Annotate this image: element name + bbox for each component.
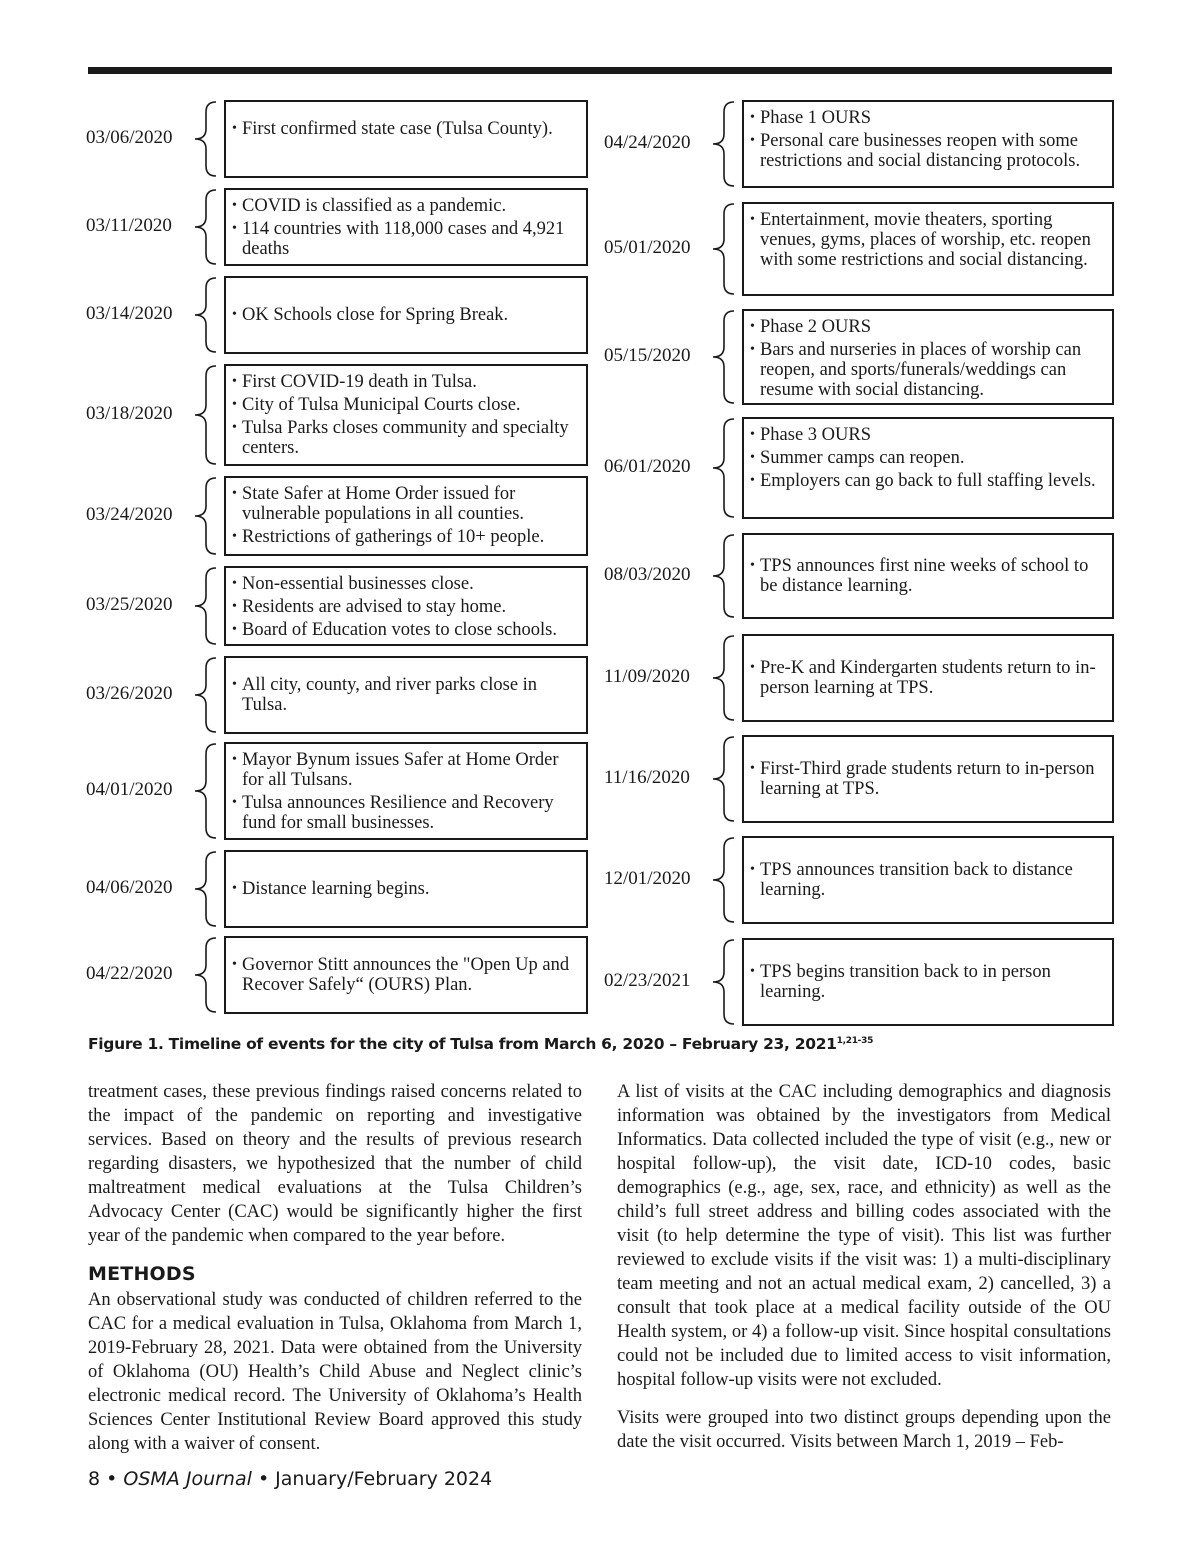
- body-paragraph: An observational study was conducted of children referred to the CAC for a medical evaluation in Tulsa, Oklahoma from March 1, 2019-February 28, 2021. Data were obtained from the University of Oklahoma (OU) Health’s Child Abuse and Neglect clinic’s electronic medical record. The University of Oklahoma’s Health Sciences Center Institutional Review Board approved this study along with a waiver of consent.: [88, 1290, 582, 1454]
- event-item: • Residents are advised to stay home.: [234, 597, 576, 617]
- brace-icon: [710, 735, 736, 828]
- event-box: [742, 417, 1114, 519]
- event-item: • All city, county, and river parks close in Tulsa.: [234, 675, 576, 715]
- event-box: [742, 735, 1114, 823]
- event-box: [742, 938, 1114, 1026]
- event-item: • Personal care businesses reopen with some restrictions and social distancing protocols.: [752, 131, 1102, 171]
- event-date: 03/14/2020: [86, 303, 173, 324]
- event-date: 03/25/2020: [86, 594, 173, 615]
- event-item: • Pre-K and Kindergarten students return to in-person learning at TPS.: [752, 658, 1102, 698]
- event-item: • Governor Stitt announces the "Open Up and Recover Safely“ (OURS) Plan.: [234, 955, 576, 995]
- event-item: • Phase 1 OURS: [752, 108, 1102, 128]
- event-item: • COVID is classified as a pandemic.: [234, 196, 576, 216]
- event-item: • Phase 2 OURS: [752, 317, 1102, 337]
- event-box: [742, 202, 1114, 296]
- event-item: • TPS begins transition back to in person learning.: [752, 962, 1102, 1002]
- event-box: [224, 742, 588, 840]
- event-date: 04/22/2020: [86, 963, 173, 984]
- event-box: [224, 850, 588, 928]
- event-box: [742, 836, 1114, 924]
- event-date: 03/18/2020: [86, 403, 173, 424]
- brace-icon: [710, 202, 736, 301]
- event-box: [224, 188, 588, 266]
- body-paragraph: treatment cases, these previous findings raised concerns related to the impact of the pandemic on reporting and investigative services. Based on theory and the results of previous research regarding disasters, we hypothesized that the number of child maltreatment medical evaluations at the Tulsa Children’s Advocacy Center (CAC) would be significantly higher the first year of the pandemic when compared to the year before.: [88, 1082, 582, 1246]
- event-item: • Entertainment, movie theaters, sporting venues, gyms, places of worship, etc. reopen with some restrictions and social distancing.: [752, 210, 1102, 270]
- top-rule: [88, 67, 1112, 74]
- event-item: • Mayor Bynum issues Safer at Home Order for all Tulsans.: [234, 750, 576, 790]
- figure-caption: [88, 1035, 1108, 1053]
- event-date: 05/15/2020: [604, 345, 691, 366]
- brace-icon: [710, 938, 736, 1031]
- brace-icon: [192, 276, 218, 359]
- event-date: 03/06/2020: [86, 127, 173, 148]
- event-date: 04/06/2020: [86, 877, 173, 898]
- event-item: • State Safer at Home Order issued for vulnerable populations in all counties.: [234, 484, 576, 524]
- event-box: [224, 100, 588, 178]
- brace-icon: [710, 100, 736, 193]
- caption-text: Figure 1. Timeline of events for the city of Tulsa from March 6, 2020 – February 23, 2021: [88, 1035, 837, 1053]
- event-box: [742, 100, 1114, 188]
- page-number: 8 •: [88, 1468, 118, 1490]
- event-box: [224, 364, 588, 466]
- event-item: • City of Tulsa Municipal Courts close.: [234, 395, 576, 415]
- event-item: • OK Schools close for Spring Break.: [234, 305, 576, 325]
- issue-date: • January/February 2024: [257, 1468, 493, 1490]
- brace-icon: [192, 742, 218, 845]
- event-box: [742, 309, 1114, 405]
- event-box: [224, 936, 588, 1014]
- page-footer: [88, 1468, 492, 1490]
- event-item: • TPS announces transition back to distance learning.: [752, 860, 1102, 900]
- event-date: 11/16/2020: [604, 767, 690, 788]
- event-item: • Phase 3 OURS: [752, 425, 1102, 445]
- event-item: • Bars and nurseries in places of worship can reopen, and sports/funerals/weddings can resume with social distancing.: [752, 340, 1102, 400]
- event-box: [224, 276, 588, 354]
- event-item: • Restrictions of gatherings of 10+ people.: [234, 527, 576, 547]
- brace-icon: [192, 936, 218, 1019]
- brace-icon: [710, 836, 736, 929]
- event-date: 04/01/2020: [86, 779, 173, 800]
- event-item: • Tulsa announces Resilience and Recovery fund for small businesses.: [234, 793, 576, 833]
- event-item: • TPS announces first nine weeks of school to be distance learning.: [752, 556, 1102, 596]
- event-item: • Employers can go back to full staffing levels.: [752, 471, 1102, 491]
- brace-icon: [192, 188, 218, 271]
- body-right-column: [617, 1080, 1111, 1468]
- body-left-column: [88, 1080, 582, 1470]
- body-paragraph: A list of visits at the CAC including demographics and diagnosis information was obtained by the investigators from Medical Informatics. Data collected included the type of visit (e.g., new or hospital follow-up), the visit date, ICD-10 codes, basic demographics (e.g., age, sex, race, and ethnicity) as well as the child’s full street address and billing codes associated with the visit (to help determine the type of visit). This list was further reviewed to exclude visits if the visit was: 1) a multi-disciplinary team meeting and not an actual medical exam, 2) cancelled, 3) a consult that took place at a medical facility outside of the OU Health system, or 4) a follow-up visit. Since hospital consultations could not be included due to limited access to visit information, hospital follow-up visits were not excluded.: [617, 1082, 1111, 1390]
- event-date: 04/24/2020: [604, 132, 691, 153]
- brace-icon: [192, 100, 218, 183]
- event-item: • Non-essential businesses close.: [234, 574, 576, 594]
- event-box: [224, 566, 588, 646]
- brace-icon: [710, 309, 736, 410]
- event-date: 03/24/2020: [86, 504, 173, 525]
- event-date: 11/09/2020: [604, 666, 690, 687]
- event-date: 12/01/2020: [604, 868, 691, 889]
- event-box: [224, 656, 588, 734]
- brace-icon: [710, 417, 736, 524]
- methods-heading: METHODS: [88, 1263, 196, 1285]
- event-date: 05/01/2020: [604, 237, 691, 258]
- brace-icon: [192, 656, 218, 739]
- journal-name: OSMA Journal: [123, 1468, 252, 1490]
- brace-icon: [192, 364, 218, 471]
- brace-icon: [192, 850, 218, 933]
- brace-icon: [710, 634, 736, 727]
- event-item: • First COVID-19 death in Tulsa.: [234, 372, 576, 392]
- event-date: 08/03/2020: [604, 564, 691, 585]
- brace-icon: [710, 533, 736, 624]
- event-box: [224, 476, 588, 556]
- caption-superscript: 1,21-35: [836, 1035, 874, 1046]
- event-item: • First confirmed state case (Tulsa County).: [234, 119, 576, 139]
- event-item: • Summer camps can reopen.: [752, 448, 1102, 468]
- event-item: • Tulsa Parks closes community and specialty centers.: [234, 418, 576, 458]
- body-paragraph: Visits were grouped into two distinct groups depending upon the date the visit occurred. Visits between March 1, 2019 – Feb-: [617, 1408, 1111, 1452]
- event-date: 03/11/2020: [86, 215, 172, 236]
- event-box: [742, 533, 1114, 619]
- brace-icon: [192, 476, 218, 561]
- event-item: • 114 countries with 118,000 cases and 4,921 deaths: [234, 219, 576, 259]
- event-date: 02/23/2021: [604, 970, 691, 991]
- event-date: 03/26/2020: [86, 683, 173, 704]
- event-box: [742, 634, 1114, 722]
- event-date: 06/01/2020: [604, 456, 691, 477]
- event-item: • First-Third grade students return to in-person learning at TPS.: [752, 759, 1102, 799]
- event-item: • Distance learning begins.: [234, 879, 576, 899]
- event-item: • Board of Education votes to close schools.: [234, 620, 576, 640]
- brace-icon: [192, 566, 218, 651]
